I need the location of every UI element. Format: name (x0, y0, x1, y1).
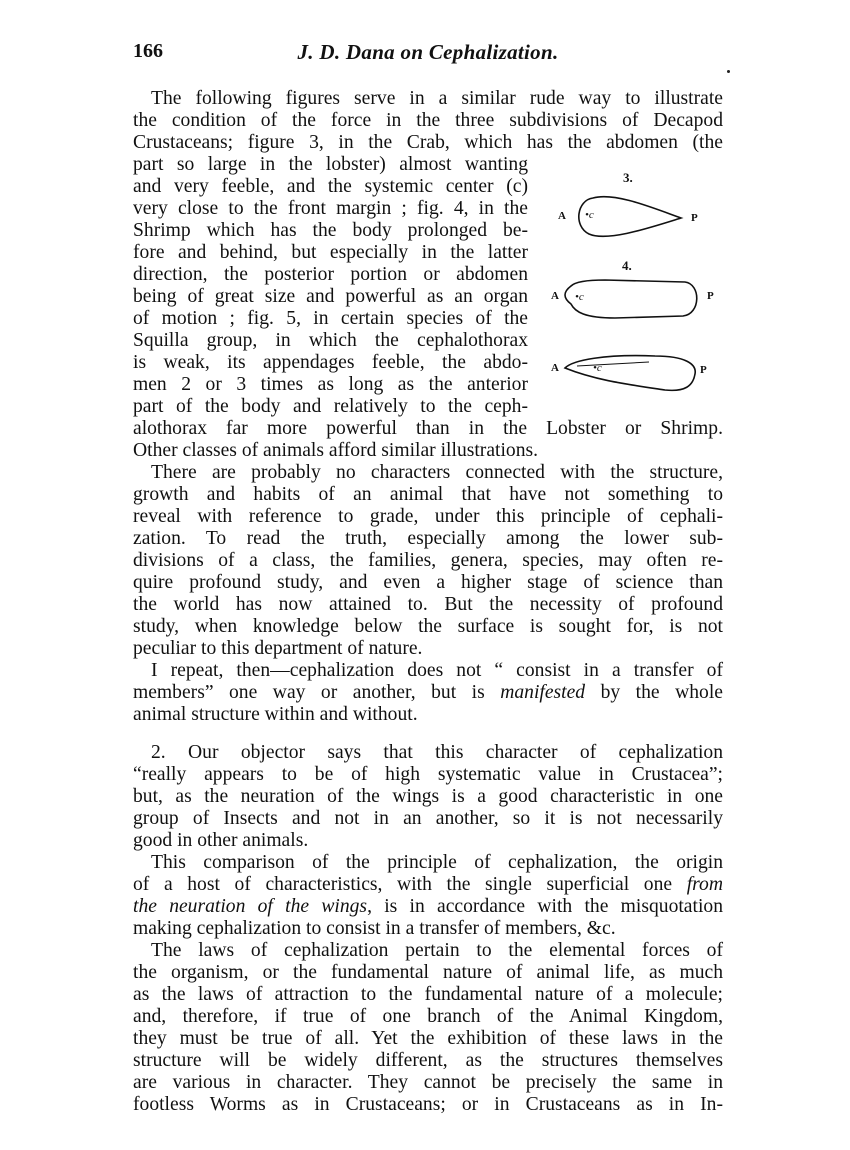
text-line: The laws of cephalization pertain to the elemental forces of (151, 940, 723, 961)
text-line: but, as the neuration of the wings is a good characteristic in one (133, 786, 723, 807)
text-line: This comparison of the principle of cephalization, the origin (151, 852, 723, 873)
text-line: zation. To read the truth, especially among the lower sub- (133, 528, 723, 549)
text-line: There are probably no characters connected with the structure, (151, 462, 723, 483)
text-line: of a host of characteristics, with the single superficial one from (133, 874, 723, 895)
text-line: are various in character. They cannot be precisely the same in (133, 1072, 723, 1093)
text-line: reveal with reference to grade, under this principle of cephali- (133, 506, 723, 527)
text-line: study, when knowledge below the surface is sought for, is not (133, 616, 723, 637)
text-line: making cephalization to consist in a transfer of members, &c. (133, 918, 616, 939)
text-line: fore and behind, but especially in the latter (133, 242, 528, 263)
print-speck (727, 70, 730, 73)
text-line: alothorax far more powerful than in the Lobster or Shrimp. (133, 418, 723, 439)
posterior-label: P (691, 212, 698, 224)
text-line: structure will be widely different, as the structures themselves (133, 1050, 723, 1071)
text-line: men 2 or 3 times as long as the anterior (133, 374, 528, 395)
center-label: •c (575, 291, 584, 303)
text-line: they must be true of all. Yet the exhibition of these laws in the (133, 1028, 723, 1049)
text-line: footless Worms as in Crustaceans; or in Crustaceans as in In- (133, 1094, 723, 1115)
posterior-label: P (700, 364, 707, 376)
text-line: good in other animals. (133, 830, 309, 851)
text-line: Squilla group, in which the cephalothorax (133, 330, 528, 351)
emphasis: the neuration of the wings (133, 896, 368, 917)
figure-3 (545, 168, 725, 250)
text-line: Crustaceans; figure 3, in the Crab, which has the abdomen (the (133, 132, 723, 153)
running-title: J. D. Dana on Cephalization. (297, 40, 559, 64)
text-line: the world has now attained to. But the necessity of profound (133, 594, 723, 615)
figure-label: 4. (622, 258, 632, 273)
anterior-label: A (558, 210, 566, 222)
text-line: divisions of a class, the families, genera, species, may often re- (133, 550, 723, 571)
center-label: •c (585, 209, 594, 221)
figure-5 (545, 340, 725, 400)
text-line: I repeat, then—cephalization does not “ consist in a transfer of (151, 660, 723, 681)
figure-5-outline (545, 340, 725, 400)
text-line: growth and habits of an animal that have not something to (133, 484, 723, 505)
text-line: of motion ; fig. 5, in certain species of the (133, 308, 528, 329)
text-line: part so large in the lobster) almost wanting (133, 154, 528, 175)
text-line: “really appears to be of high systematic value in Crustacea”; (133, 764, 723, 785)
text-line: part of the body and relatively to the ceph- (133, 396, 528, 417)
posterior-label: P (707, 290, 714, 302)
text-line: and very feeble, and the systemic center (c) (133, 176, 528, 197)
page-header (133, 40, 723, 70)
text-line: the organism, or the fundamental nature of animal life, as much (133, 962, 723, 983)
text-line: animal structure within and without. (133, 704, 418, 725)
page-number: 166 (133, 40, 163, 62)
text-line: Other classes of animals afford similar illustrations. (133, 440, 539, 461)
emphasis: from (686, 874, 723, 895)
text-line: and, therefore, if true of one branch of the Animal Kingdom, (133, 1006, 723, 1027)
center-label: •c (593, 362, 602, 374)
figure-3-outline (545, 168, 725, 250)
figure-4-outline (545, 256, 725, 326)
anterior-label: A (551, 290, 559, 302)
text-line: as the laws of attraction to the fundamental nature of a molecule; (133, 984, 723, 1005)
text-line: members” one way or another, but is manifested by the whole (133, 682, 723, 703)
text-line: Shrimp which has the body prolonged be- (133, 220, 528, 241)
text-line: direction, the posterior portion or abdomen (133, 264, 528, 285)
text-line: 2. Our objector says that this character of cephalization (151, 742, 723, 763)
figure-label: 3. (623, 170, 633, 185)
text-line: the neuration of the wings, is in accordance with the misquotation (133, 896, 723, 917)
anterior-label: A (551, 362, 559, 374)
text-line: the condition of the force in the three subdivisions of Decapod (133, 110, 723, 131)
text-line: is weak, its appendages feeble, the abdo- (133, 352, 528, 373)
text-line: peculiar to this department of nature. (133, 638, 423, 659)
figure-4 (545, 256, 725, 326)
text-line: quire profound study, and even a higher stage of science than (133, 572, 723, 593)
text-line: very close to the front margin ; fig. 4, in the (133, 198, 528, 219)
text-line: being of great size and powerful as an organ (133, 286, 528, 307)
text-line: group of Insects and not in an another, so it is not necessarily (133, 808, 723, 829)
text-line: The following figures serve in a similar rude way to illustrate (151, 88, 723, 109)
emphasis: manifested (500, 682, 586, 703)
